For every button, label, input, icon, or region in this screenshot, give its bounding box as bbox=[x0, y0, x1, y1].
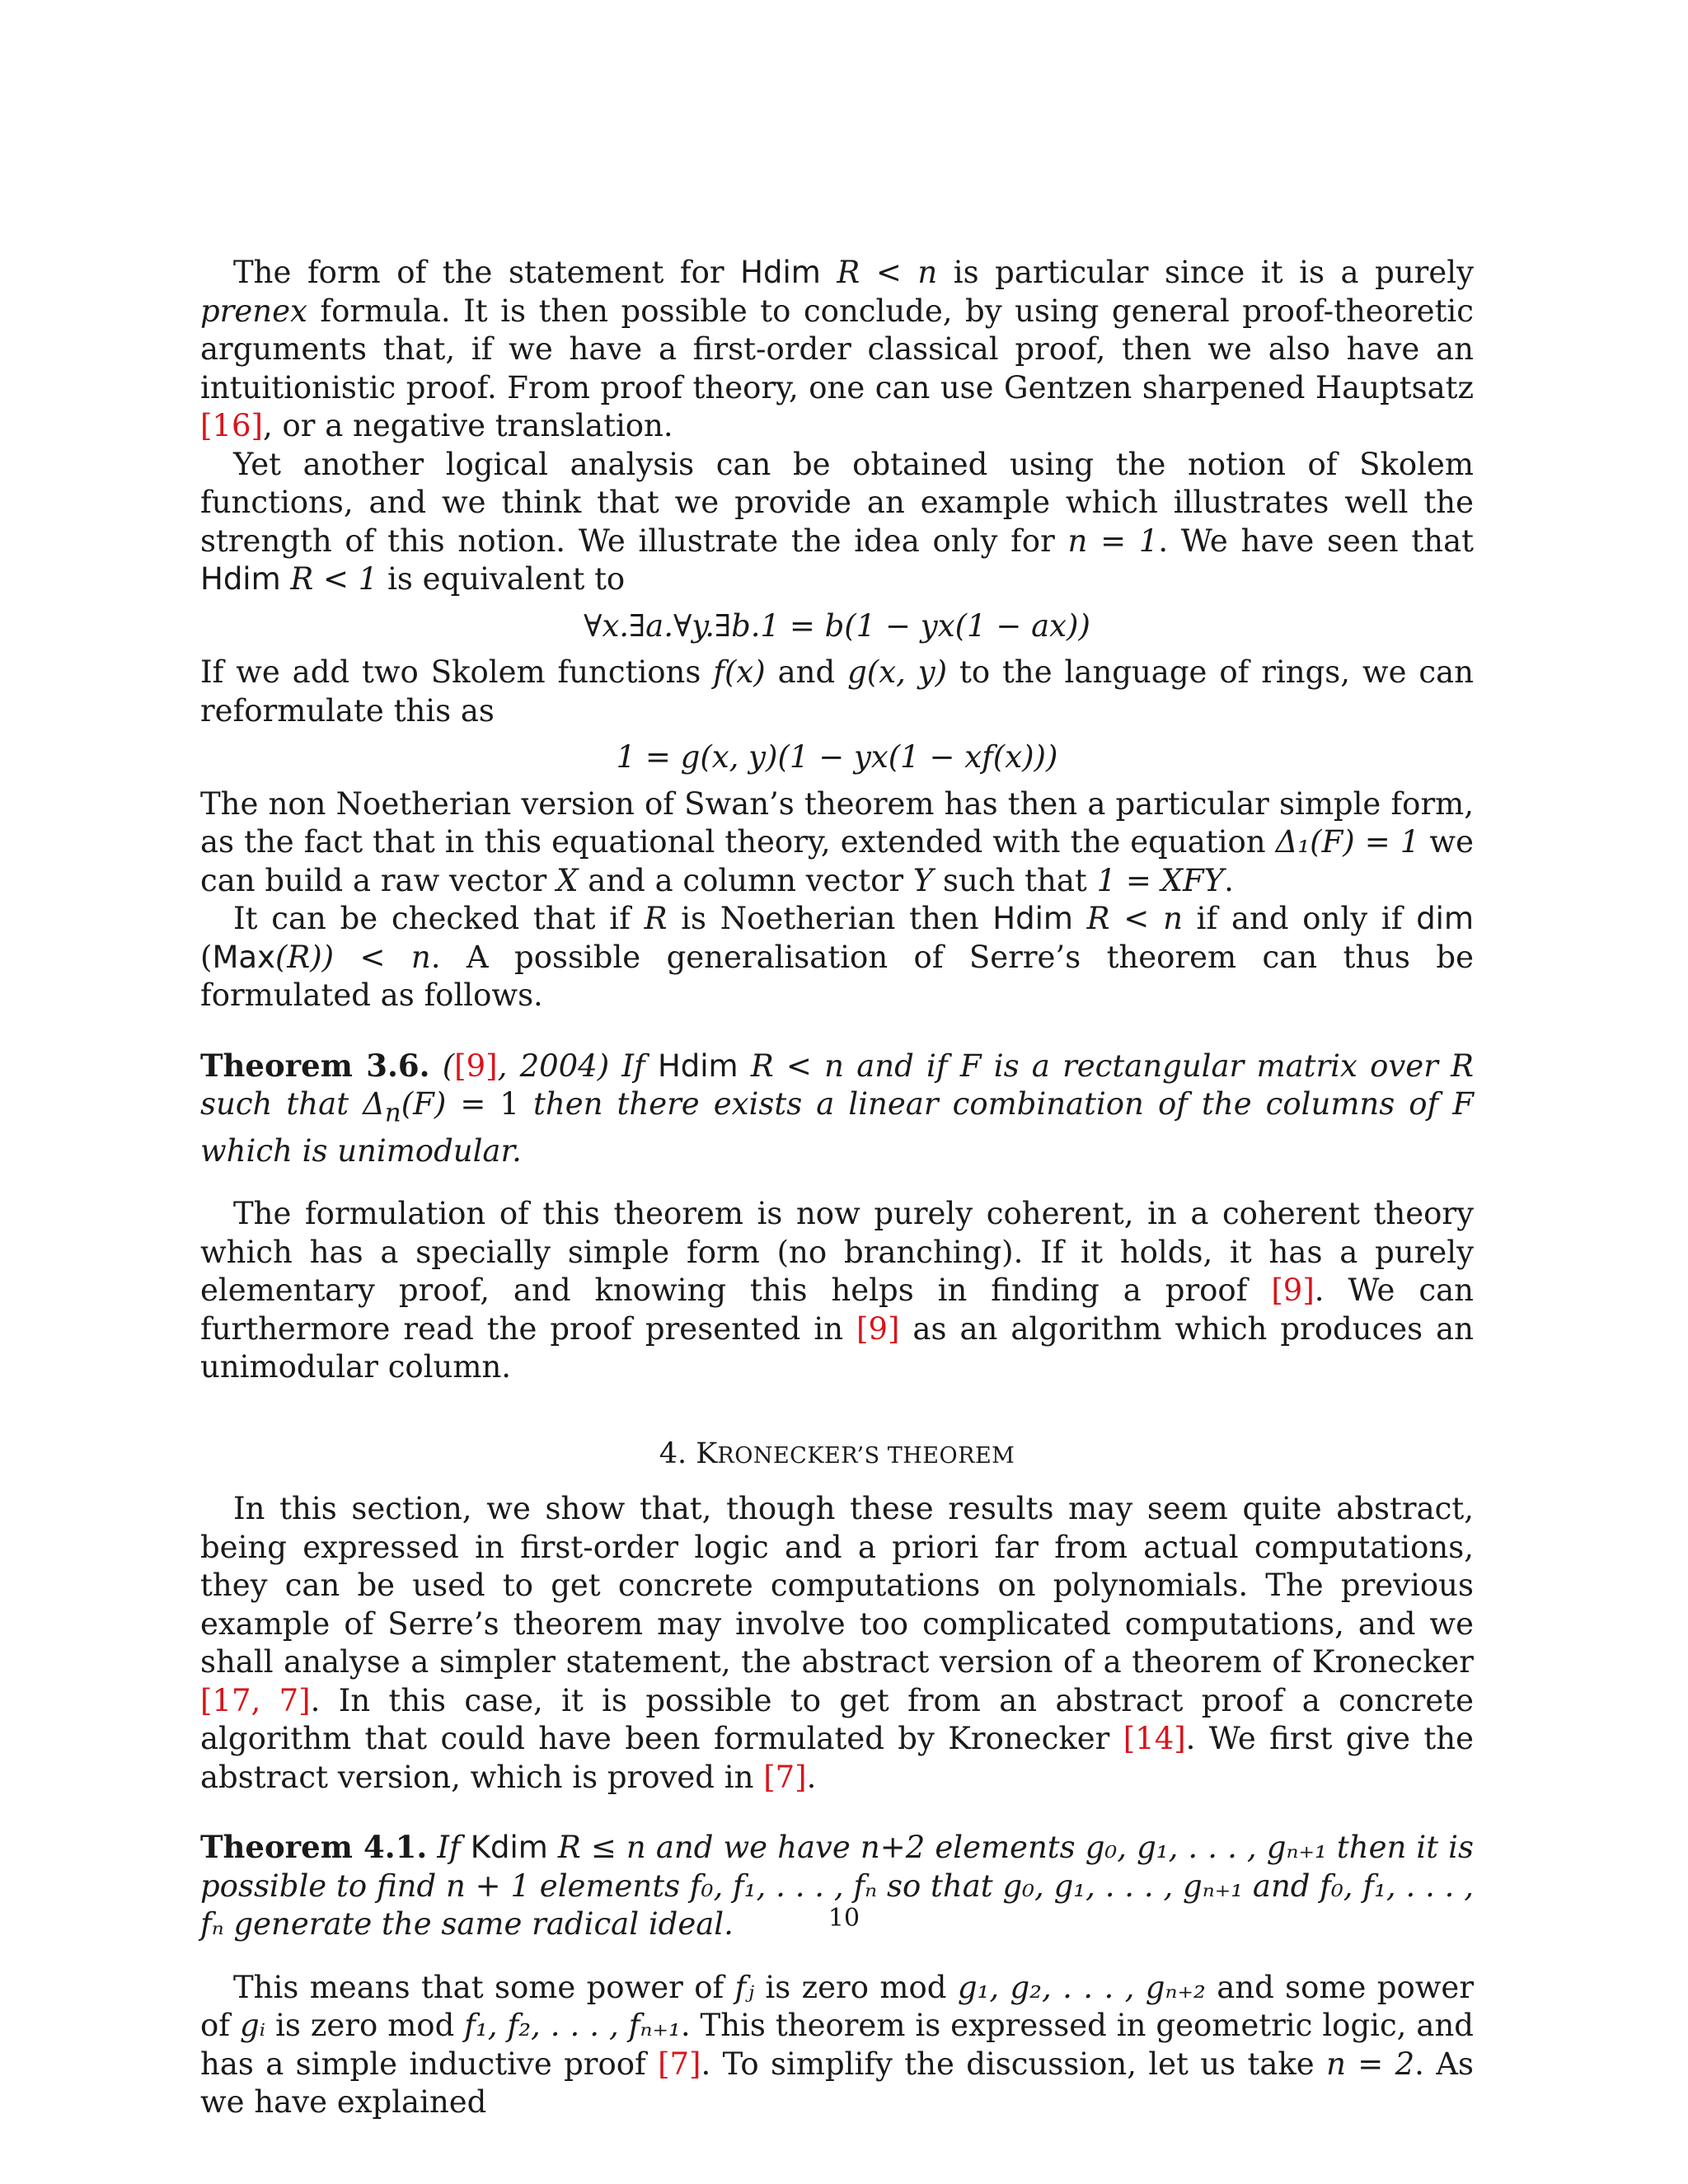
math-inline: fⱼ bbox=[734, 1969, 755, 2005]
text: Yet another logical analysis can be obtained using the notion of Skolem functions, and we think that we provide an example which illustrates well the strength of this notion. We illustrate the idea only for bbox=[200, 446, 1474, 559]
text: is zero mod bbox=[265, 2008, 465, 2044]
subscript: n bbox=[384, 1098, 401, 1128]
math-inline: g₁, g₂, . . . , gₙ₊₂ bbox=[957, 1969, 1206, 2005]
text: . A possible generalisation of Serre’s theorem can thus be formulated as follows. bbox=[200, 939, 1474, 1013]
paragraph-swan bbox=[200, 785, 1474, 901]
math-inline: 1 = XFY bbox=[1096, 862, 1225, 898]
paragraph-skolem-functions bbox=[200, 654, 1474, 730]
text: If bbox=[427, 1830, 471, 1866]
text: . bbox=[1224, 862, 1234, 898]
display-equation-1: ∀x.∃a.∀y.∃b.1 = b(1 − yx(1 − ax)) bbox=[584, 607, 1090, 644]
text: The form of the statement for bbox=[233, 255, 741, 290]
page-body bbox=[200, 254, 1474, 2122]
hdim-operator: Hdim bbox=[992, 901, 1073, 936]
theorem-3-6 bbox=[200, 1047, 1474, 1171]
text: R ≤ n and we have n+2 elements g₀, g₁, . . . , gₙ₊₁ then it is possible to find n + 1 elements f₀, f₁, . . . , fₙ so that g₀, g₁, . . . , gₙ₊₁ and f₀, f₁, . . . , fₙ generate the same radical ideal. bbox=[200, 1830, 1474, 1943]
math-inline: gᵢ bbox=[239, 2008, 266, 2044]
citation-link[interactable]: [9] bbox=[1271, 1272, 1315, 1309]
display-equation-2: 1 = g(x, y)(1 − yx(1 − xf(x))) bbox=[616, 739, 1058, 775]
section-heading-4 bbox=[200, 1435, 1474, 1476]
math-inline: R < 1 bbox=[280, 561, 378, 597]
hdim-operator: Hdim bbox=[200, 561, 281, 597]
text: as an algorithm which produces an unimodular column. bbox=[200, 1310, 1475, 1385]
math-inline: R < n bbox=[1072, 901, 1183, 936]
citation-link[interactable]: [16] bbox=[200, 408, 263, 443]
text: and bbox=[765, 654, 848, 690]
page-number: 10 bbox=[828, 1904, 860, 1933]
text: (F) = bbox=[401, 1086, 500, 1122]
math-inline: R < n bbox=[820, 255, 938, 290]
hdim-operator: Hdim bbox=[740, 255, 821, 290]
paragraph-power bbox=[200, 1969, 1474, 2122]
text: to the language of rings, we can reformulate this as bbox=[200, 654, 1474, 729]
hdim-operator: Hdim bbox=[657, 1047, 738, 1084]
math-inline: X bbox=[556, 862, 579, 898]
emphasis-prenex: prenex bbox=[200, 293, 307, 329]
text: , or a negative translation. bbox=[262, 408, 673, 443]
kdim-operator: Kdim bbox=[470, 1830, 548, 1866]
text: In this section, we show that, though these results may seem quite abstract, being expressed in first-order logic and a priori far from actual computations, they can be used to get concrete computations on polynomials. The previous example of Serre’s theorem may involve too complicated computations, and we shall analyse a simpler statement, the abstract version of a theorem of Kronecker bbox=[200, 1491, 1474, 1680]
text: formula. It is then possible to conclude, by using general proof-theoretic arguments that, if we have a first-order classical proof, then we also have an intuitionistic proof. From proof theory, one can use Gentzen sharpened Hauptsatz bbox=[200, 293, 1474, 405]
text: . We can furthermore read the proof presented in bbox=[200, 1272, 1474, 1347]
text: is Noetherian then bbox=[667, 901, 993, 936]
text: If we add two Skolem functions bbox=[200, 654, 714, 690]
text: , 2004) If bbox=[497, 1047, 658, 1084]
paragraph-coherent bbox=[200, 1195, 1474, 1387]
math-inline: f₁, f₂, . . . , fₙ₊₁ bbox=[464, 2008, 681, 2044]
text: . As we have explained bbox=[200, 2046, 1474, 2121]
text: It can be checked that if bbox=[233, 901, 645, 936]
text: R < n and if F is a rectangular matrix over R such that Δ bbox=[200, 1047, 1474, 1122]
text: This means that some power of bbox=[233, 1969, 735, 2005]
max-operator: Max bbox=[212, 939, 275, 975]
text: . In this case, it is possible to get from an abstract proof a concrete algorithm that could have been formulated by Kronecker bbox=[200, 1682, 1475, 1757]
math-inline: Y bbox=[912, 862, 934, 898]
text: ( bbox=[429, 1047, 455, 1084]
math-inline: g(x, y) bbox=[847, 654, 948, 690]
text: and some power of bbox=[200, 1969, 1475, 2044]
section-number: 4. K bbox=[659, 1436, 718, 1470]
math-inline: f(x) bbox=[713, 654, 766, 690]
theorem-heading: Theorem 3.6. bbox=[200, 1047, 430, 1084]
paragraph-noetherian bbox=[200, 900, 1474, 1015]
text: if and only if bbox=[1182, 901, 1417, 936]
text: we can build a raw vector bbox=[200, 824, 1474, 898]
text: ( bbox=[200, 939, 213, 975]
paragraph-prenex bbox=[200, 254, 1474, 446]
text: . To simplify the discussion, let us take bbox=[701, 2046, 1327, 2082]
text: . We have seen that bbox=[1158, 523, 1474, 559]
citation-link[interactable]: [7] bbox=[658, 2046, 701, 2082]
text: is equivalent to bbox=[377, 561, 626, 597]
text: such that bbox=[933, 862, 1097, 898]
text: and a column vector bbox=[578, 862, 913, 898]
citation-link[interactable]: [9] bbox=[454, 1047, 498, 1084]
citation-link[interactable]: [7] bbox=[763, 1759, 807, 1795]
text: is zero mod bbox=[754, 1969, 958, 2005]
text: . bbox=[806, 1759, 817, 1795]
paragraph-skolem bbox=[200, 446, 1474, 599]
section-title: RONECKER’S THEOREM bbox=[717, 1442, 1015, 1469]
citation-link[interactable]: [14] bbox=[1123, 1721, 1186, 1757]
paragraph-kronecker-intro bbox=[200, 1490, 1474, 1797]
text: then there exists a linear combination of the columns of F which is unimodular. bbox=[200, 1086, 1474, 1169]
math-inline: n = 2 bbox=[1326, 2046, 1415, 2082]
text: 1 bbox=[499, 1086, 519, 1122]
math-inline: (R)) < n bbox=[274, 939, 431, 975]
theorem-heading: Theorem 4.1. bbox=[200, 1829, 428, 1866]
citation-link[interactable]: [17, 7] bbox=[200, 1682, 311, 1718]
text: . We first give the abstract version, which is proved in bbox=[200, 1721, 1474, 1795]
text: is particular since it is a purely bbox=[937, 255, 1474, 290]
text: . This theorem is expressed in geometric logic, and has a simple inductive proof bbox=[200, 2008, 1474, 2082]
dim-operator: dim bbox=[1416, 901, 1474, 936]
math-inline: n = 1 bbox=[1067, 523, 1159, 559]
text: The non Noetherian version of Swan’s theorem has then a particular simple form, as the fact that in this equational theory, extended with the equation bbox=[200, 785, 1474, 860]
citation-link[interactable]: [9] bbox=[856, 1310, 900, 1347]
text: The formulation of this theorem is now purely coherent, in a coherent theory which has a specially simple form (no branching). If it holds, it has a purely elementary proof, and knowing this helps in finding a proof bbox=[200, 1196, 1474, 1309]
math-inline: Δ₁(F) = 1 bbox=[1275, 824, 1420, 860]
math-inline: R bbox=[644, 901, 668, 936]
